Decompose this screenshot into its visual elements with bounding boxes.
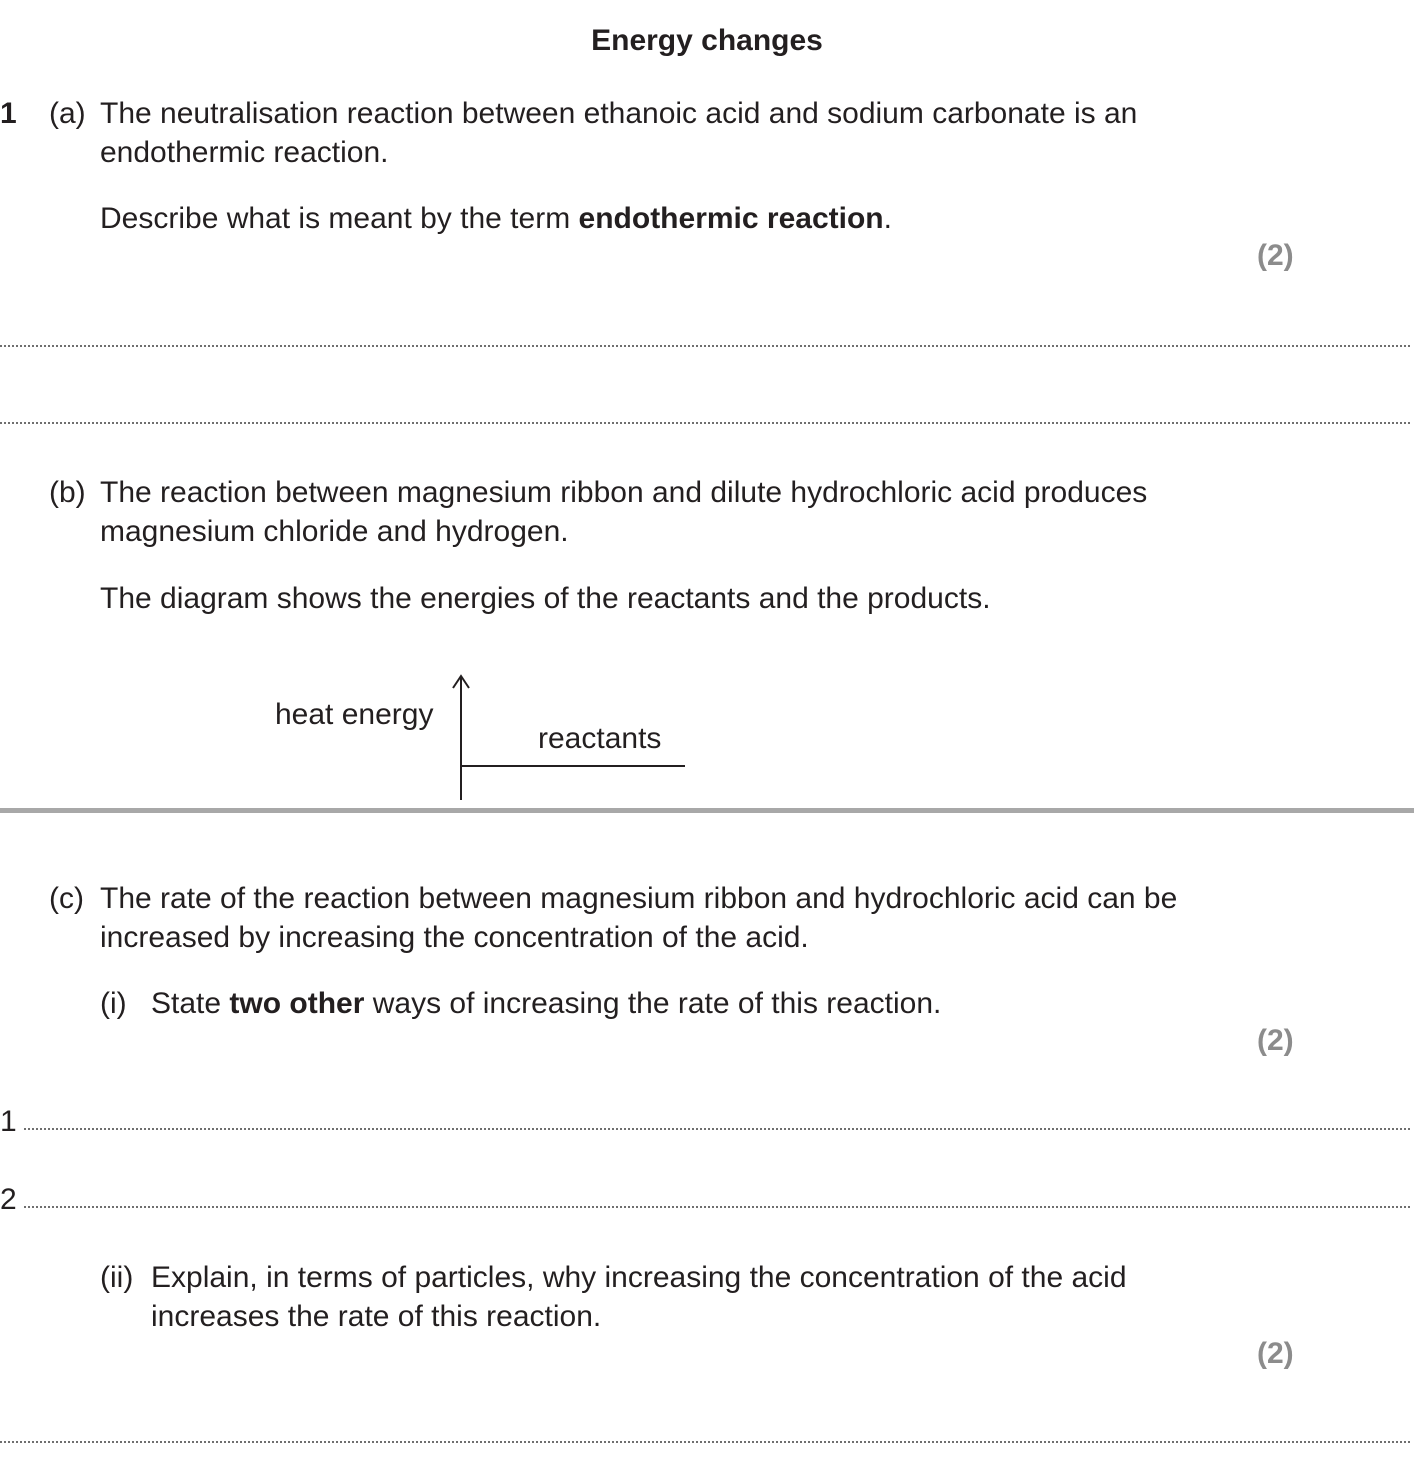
- part-c-i-text: [151, 984, 941, 1023]
- answer-line-c-i-1[interactable]: [24, 1128, 1410, 1130]
- diagram-axis-label: heat energy: [275, 698, 434, 731]
- diagram-reactants-label: reactants: [538, 722, 662, 755]
- question-number: 1: [0, 97, 17, 130]
- part-c-i-text-bold: two other: [229, 987, 365, 1020]
- part-a-label: (a): [49, 97, 86, 130]
- answer-number-2: 2: [0, 1183, 17, 1216]
- part-a-marks: (2): [1257, 239, 1294, 272]
- answer-line-c-ii-1[interactable]: [0, 1441, 1410, 1443]
- part-a-line-2: endothermic reaction.: [100, 136, 389, 169]
- part-c-i-text-end: ways of increasing the rate of this reaction.: [364, 987, 942, 1020]
- part-c-i-label: (i): [100, 987, 127, 1020]
- part-a-line-1: The neutralisation reaction between ethanoic acid and sodium carbonate is an: [100, 97, 1138, 130]
- answer-line-a-1[interactable]: [0, 345, 1410, 347]
- part-b-line-1: The reaction between magnesium ribbon and dilute hydrochloric acid produces: [100, 476, 1148, 509]
- part-c-ii-label: (ii): [100, 1261, 134, 1294]
- answer-number-1: 1: [0, 1105, 17, 1138]
- energy-level-diagram: [440, 668, 700, 808]
- part-c-i-marks: (2): [1257, 1024, 1294, 1057]
- part-c-ii-line-1: Explain, in terms of particles, why increasing the concentration of the acid: [151, 1261, 1127, 1294]
- part-b-line-2: magnesium chloride and hydrogen.: [100, 515, 569, 548]
- page-title: Energy changes: [591, 24, 823, 57]
- part-a-prompt: [100, 199, 892, 238]
- page-separator: [0, 808, 1414, 813]
- part-a-prompt-start: Describe what is meant by the term: [100, 202, 579, 235]
- part-c-i-text-start: State: [151, 987, 230, 1020]
- part-b-label: (b): [49, 476, 86, 509]
- part-a-prompt-end: .: [883, 202, 892, 235]
- part-a-prompt-bold: endothermic reaction: [578, 202, 884, 235]
- part-c-line-1: The rate of the reaction between magnesium ribbon and hydrochloric acid can be: [100, 882, 1178, 915]
- answer-line-a-2[interactable]: [0, 422, 1410, 424]
- part-c-ii-marks: (2): [1257, 1337, 1294, 1370]
- part-c-line-2: increased by increasing the concentration of the acid.: [100, 921, 809, 954]
- part-b-line-3: The diagram shows the energies of the reactants and the products.: [100, 582, 991, 615]
- answer-line-c-i-2[interactable]: [24, 1206, 1410, 1208]
- part-c-label: (c): [49, 882, 84, 915]
- part-c-ii-line-2: increases the rate of this reaction.: [151, 1300, 602, 1333]
